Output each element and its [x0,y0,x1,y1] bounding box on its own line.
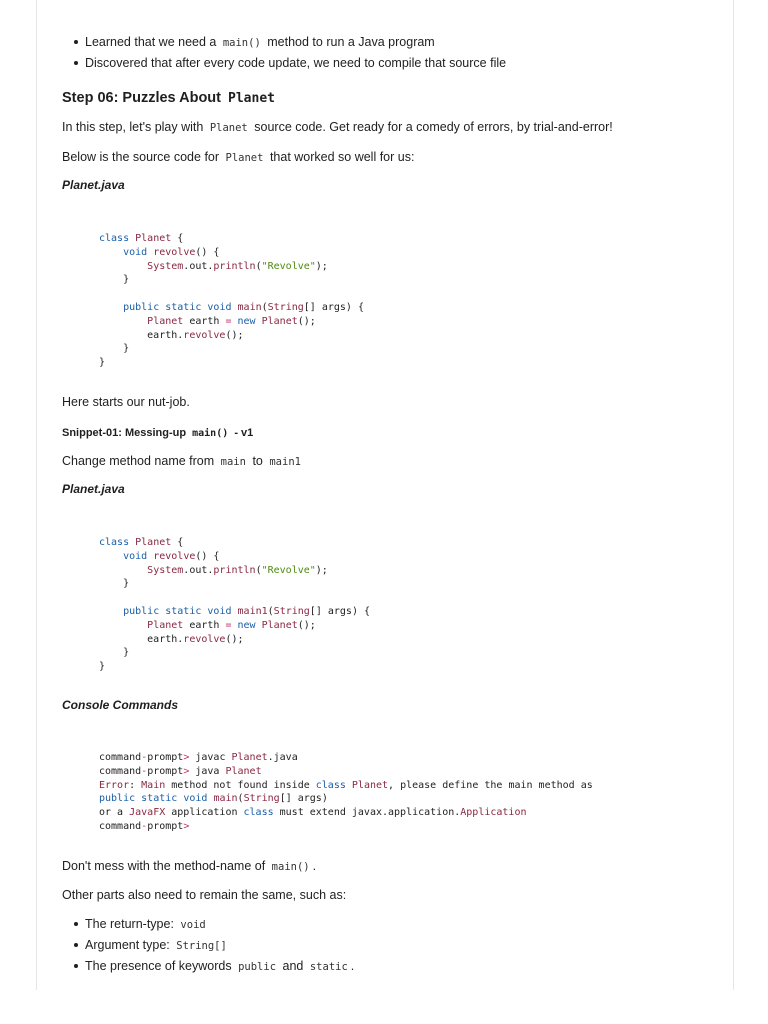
inline-code: main() [222,37,261,49]
list-item: Discovered that after every code update, we need to compile that source file [61,54,506,75]
paragraph-dont-mess: Don't mess with the method-name of main() . [62,859,317,873]
console-block: command-prompt> javac Planet.java command-prompt> java Planet Error: Main method not found inside class Planet, please define the main method as public static void main(String[] args) or a JavaFX application class must extend javax.application.Application command-prompt> [99,752,593,832]
code-block-planet-main1: class Planet { void revolve() { System.out.println("Revolve"); } public static void main1(String[] args) { Planet earth = new Planet(); earth.revolve(); } } [99,537,371,673]
inline-code: main() [192,428,229,439]
inline-code: void [180,919,206,931]
step-heading: Step 06: Puzzles About Planet [62,90,278,106]
inline-code: main [220,456,246,468]
code-block-planet: class Planet { void revolve() { System.out.println("Revolve"); } public static void main(String[] args) { Planet earth = new Planet(); earth.revolve(); } } [99,233,364,369]
console-heading: Console Commands [62,698,179,712]
list-item: Argument type: String[] [61,936,354,957]
list-item: The return-type: void [61,915,354,936]
inline-code: Planet [225,152,264,164]
document-page [36,0,734,990]
inline-code: main() [271,861,310,873]
inline-code: String[] [176,940,227,952]
inline-code: Planet [228,91,275,106]
file-label: Planet.java [62,178,125,192]
inline-code: static [309,961,348,973]
list-item: The presence of keywords public and static . [61,957,354,978]
file-label: Planet.java [62,482,125,496]
inline-code: main1 [269,456,301,468]
paragraph-other-parts: Other parts also need to remain the same, such as: [62,888,347,902]
paragraph-nutjob: Here starts our nut-job. [62,395,190,409]
paragraph-change-name: Change method name from main to main1 [62,452,304,471]
inline-code: Planet [209,122,248,134]
paragraph-intro: In this step, let's play with Planet source code. Get ready for a comedy of errors, by trial-and-error! [62,120,613,134]
snippet-heading: Snippet-01: Messing-up main() - v1 [62,427,254,439]
end-bullet-list [61,915,354,978]
paragraph-source: Below is the source code for Planet that worked so well for us: [62,150,415,164]
intro-bullet-list [61,33,506,75]
list-item: Learned that we need a main() method to run a Java program [61,33,506,54]
inline-code: public [238,961,277,973]
